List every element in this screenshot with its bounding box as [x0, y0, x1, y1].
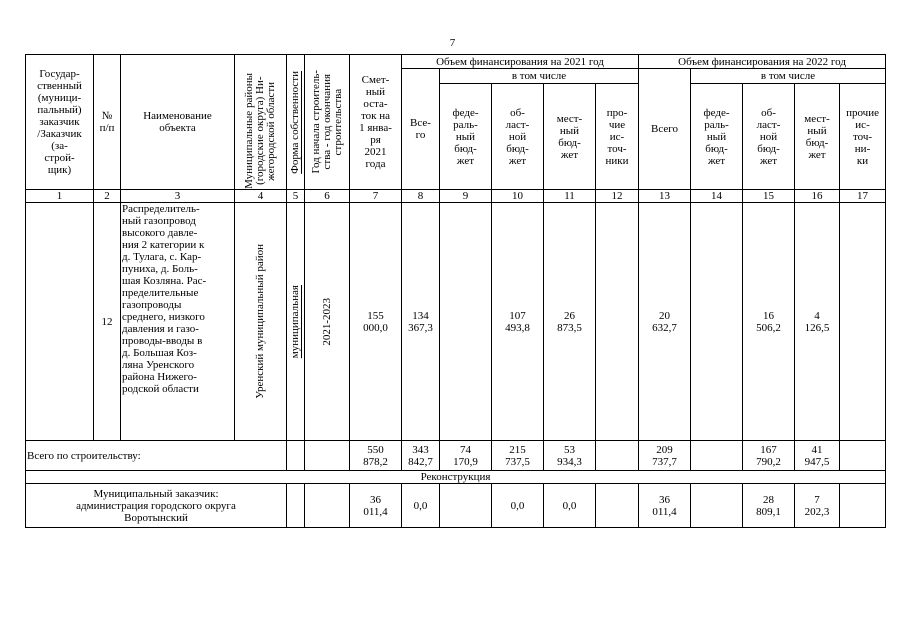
header-regional-2021: об- ласт- ной бюд- жет: [492, 84, 544, 190]
municipal-customer-label: Муниципальный заказчик: администрация городского округа Воротынский: [26, 484, 287, 528]
remaining-value: 155 000,0: [350, 203, 402, 441]
total-2022-value: 20 632,7: [639, 203, 691, 441]
col-number: 16: [795, 190, 840, 203]
regional-2022-value: 16 506,2: [743, 203, 795, 441]
federal-2021-value: [440, 203, 492, 441]
col-number: 14: [691, 190, 743, 203]
header-federal-2022: феде- раль- ный бюд- жет: [691, 84, 743, 190]
table-row: [26, 484, 886, 528]
row-num: 12: [94, 203, 121, 441]
col-number: 2: [94, 190, 121, 203]
object-name: Распределитель- ный газопровод высокого давле- ния 2 категории к д. Тулага, с. Кар- пуниха, д. Боль- шая Козляна. Рас- пределительные газопроводы среднего, низкого давления и газо- проводы-вводы в д. Большая Коз- ляна Уренского района Нижего- родской области: [121, 203, 235, 441]
col-number: 5: [287, 190, 305, 203]
col-number: 13: [639, 190, 691, 203]
municipal-remaining: 36 011,4: [350, 484, 402, 528]
table-row: [26, 441, 886, 471]
total-2021-value: 134 367,3: [402, 203, 440, 441]
col-number: 7: [350, 190, 402, 203]
header-customer: Государ- ственный (муници- пальный) заказчик /Заказчик (за- строй- щик): [26, 55, 94, 190]
municipal-regional-2021: 0,0: [492, 484, 544, 528]
total-local-2022: 41 947,5: [795, 441, 840, 471]
col-number: 6: [305, 190, 350, 203]
other-2021-value: [596, 203, 639, 441]
reconstruction-heading: Реконструкция: [26, 471, 886, 484]
header-years: Год начала строитель- ства - год окончания строительства: [309, 70, 344, 174]
total-2022: 209 737,7: [639, 441, 691, 471]
total-construction-label: Всего по строительству:: [26, 441, 287, 471]
header-regional-2022: об- ласт- ной бюд- жет: [743, 84, 795, 190]
local-2022-value: 4 126,5: [795, 203, 840, 441]
header-fin-2022: Объем финансирования на 2022 год: [639, 55, 886, 69]
col-number: 17: [840, 190, 886, 203]
municipal-total-2021: 0,0: [402, 484, 440, 528]
header-including-2021: в том числе: [440, 69, 639, 84]
municipal-regional-2022: 28 809,1: [743, 484, 795, 528]
district: Уренский муниципальный район: [254, 244, 266, 399]
table-row: [26, 203, 886, 441]
page-number: 7: [449, 37, 456, 49]
col-number: 9: [440, 190, 492, 203]
municipal-local-2022: 7 202,3: [795, 484, 840, 528]
header-ownership: Форма собственности: [289, 70, 301, 174]
municipal-total-2022: 36 011,4: [639, 484, 691, 528]
total-regional-2021: 215 737,5: [492, 441, 544, 471]
header-other-2021: про- чие ис- точ- ники: [596, 84, 639, 190]
total-federal-2021: 74 170,9: [440, 441, 492, 471]
col-number: 10: [492, 190, 544, 203]
years: 2021-2023: [320, 297, 333, 346]
header-total-2021: Все- го: [402, 69, 440, 190]
header-num: № п/п: [94, 55, 121, 190]
total-remaining: 550 878,2: [350, 441, 402, 471]
total-local-2021: 53 934,3: [544, 441, 596, 471]
federal-2022-value: [691, 203, 743, 441]
header-local-2021: мест- ный бюд- жет: [544, 84, 596, 190]
header-total-2022: Всего: [639, 69, 691, 190]
header-districts: Муниципальные районы (городские округа) Ни- жегородской области: [243, 73, 277, 189]
col-number: 8: [402, 190, 440, 203]
header-federal-2021: феде- раль- ный бюд- жет: [440, 84, 492, 190]
col-number: 11: [544, 190, 596, 203]
financing-table: [25, 54, 886, 528]
total-2021: 343 842,7: [402, 441, 440, 471]
col-number: 3: [121, 190, 235, 203]
header-including-2022: в том числе: [691, 69, 886, 84]
header-fin-2021: Объем финансирования на 2021 год: [402, 55, 639, 69]
col-number: 1: [26, 190, 94, 203]
header-remaining: Смет- ный оста- ток на 1 янва- ря 2021 года: [350, 55, 402, 190]
municipal-local-2021: 0,0: [544, 484, 596, 528]
col-number: 4: [235, 190, 287, 203]
total-regional-2022: 167 790,2: [743, 441, 795, 471]
regional-2021-value: 107 493,8: [492, 203, 544, 441]
other-2022-value: [840, 203, 886, 441]
col-number: 15: [743, 190, 795, 203]
header-local-2022: мест- ный бюд- жет: [795, 84, 840, 190]
local-2021-value: 26 873,5: [544, 203, 596, 441]
ownership: муниципальная: [289, 284, 301, 359]
header-other-2022: прочие ис- точ- ни- ки: [840, 84, 886, 190]
header-object-name: Наименование объекта: [121, 55, 235, 190]
col-number: 12: [596, 190, 639, 203]
